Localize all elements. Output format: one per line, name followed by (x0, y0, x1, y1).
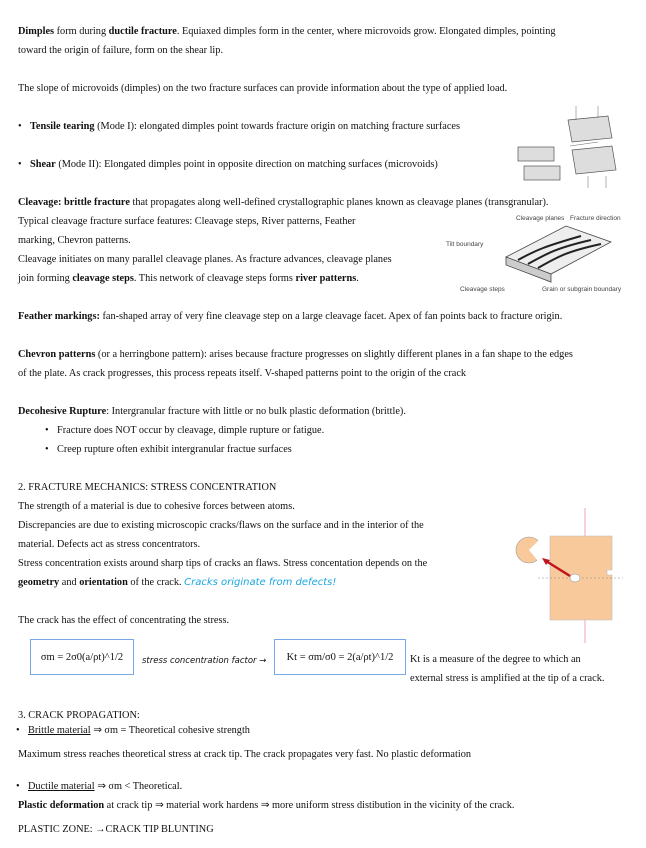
chevron-line2: of the plate. As crack progresses, this process repeats itself. V-shaped patterns point to the origin of the crack (18, 368, 467, 379)
formula-text: σm = 2σ0(a/ρt)^1/2 (40, 651, 124, 663)
term-orientation: orientation (79, 577, 128, 588)
text: join forming (18, 273, 73, 284)
term-feather: Feather markings: (18, 311, 100, 322)
section2-line6: The crack has the effect of concentrating the stress. (18, 615, 230, 626)
term-decohesive: Decohesive Rupture (18, 406, 107, 417)
label-cleavage-planes: Cleavage planes (516, 215, 565, 222)
text: : Intergranular fracture with little or no bulk plastic deformation (brittle). (106, 406, 406, 417)
term-brittle: Brittle material (28, 725, 91, 736)
ductile-bullet (28, 780, 182, 794)
text: of the crack. (127, 577, 182, 588)
plastic-deformation-line (18, 799, 515, 813)
feather-paragraph (18, 310, 562, 324)
text: (or a herringbone pattern): arises because fracture progresses on slightly different planes in a fan shape to the edges (95, 349, 573, 360)
text: fan-shaped array of very fine cleavage step on a large cleavage facet. Apex of fan points back to fracture origin. (99, 311, 563, 322)
text: form during (54, 26, 109, 37)
cleavage-steps-figure (446, 212, 628, 294)
text: ⇒ σm < Theoretical. (94, 781, 183, 792)
section3-title: 3. CRACK PROPAGATION: (18, 710, 140, 721)
section2-line2: Discrepancies are due to existing microscopic cracks/flaws on the surface and in the interior of the (18, 520, 424, 531)
cleavage-paragraph (18, 196, 548, 210)
plastic-zone-line: PLASTIC ZONE: →CRACK TIP BLUNTING (18, 824, 214, 835)
section2-title: 2. FRACTURE MECHANICS: STRESS CONCENTRATION (18, 482, 277, 493)
dimple-modes-figure (498, 102, 633, 190)
chevron-paragraph (18, 348, 573, 362)
term-tensile: Tensile tearing (30, 121, 95, 132)
decohesive-paragraph (18, 405, 406, 419)
shear-bullet (30, 158, 438, 172)
label-tilt-boundary: Tilt boundary (446, 241, 484, 248)
cleavage-line4: Cleavage initiates on many parallel cleavage planes. As fracture advances, cleavage planes (18, 254, 392, 265)
kt-description-line1: Kt is a measure of the degree to which an (410, 654, 581, 665)
handwritten-note: Cracks originate from defects! (184, 577, 337, 588)
dimples-line2: toward the origin of failure, form on the shear lip. (18, 45, 224, 56)
dimples-paragraph (18, 25, 556, 39)
kt-description-line2: external stress is amplified at the tip of a crack. (410, 673, 605, 684)
text: and (59, 577, 80, 588)
formula-text: Kt = σm/σ0 = 2(a/ρt)^1/2 (286, 651, 394, 663)
crack-plate-figure (508, 508, 628, 643)
text: (Mode I): elongated dimples point towards fracture origin on matching fracture surfaces (94, 121, 460, 132)
slope-paragraph: The slope of microvoids (dimples) on the two fracture surfaces can provide information about the type of applied load. (18, 83, 508, 94)
cleavage-line3: marking, Chevron patterns. (18, 235, 131, 246)
label-cleavage-steps: Cleavage steps (460, 286, 505, 293)
text: ⇒ σm = Theoretical cohesive strength (90, 725, 250, 736)
term-ductile-fracture: ductile fracture (108, 26, 177, 37)
term-dimples: Dimples (18, 26, 55, 37)
text: . Equiaxed dimples form in the center, where microvoids grow. Elongated dimples, pointing (176, 26, 556, 37)
text: . This network of cleavage steps forms (133, 273, 296, 284)
section2-line4: Stress concentration exists around sharp tips of cracks an flaws. Stress concentation depends on the (18, 558, 428, 569)
cleavage-line5 (18, 272, 359, 286)
term-cleavage: Cleavage: brittle fracture (18, 197, 130, 208)
term-chevron: Chevron patterns (18, 349, 96, 360)
section2-line3: material. Defects act as stress concentrators. (18, 539, 201, 550)
max-stress-line: Maximum stress reaches theoretical stress at crack tip. The crack propagates very fast. No plastic deformation (18, 749, 471, 760)
term-geometry: geometry (18, 577, 60, 588)
label-grain-boundary: Grain or subgrain boundary (542, 286, 622, 293)
section2-line1: The strength of a material is due to cohesive forces between atoms. (18, 501, 295, 512)
label-fracture-direction: Fracture direction (570, 215, 621, 222)
cleavage-line2: Typical cleavage fracture surface features: Cleavage steps, River patterns, Feather (18, 216, 356, 227)
section2-line5 (18, 576, 336, 590)
text: that propagates along well-defined crystallographic planes known as cleavage planes (transgranular). (129, 197, 549, 208)
text: . (356, 273, 359, 284)
term-river-patterns: river patterns (295, 273, 357, 284)
text: (Mode II): Elongated dimples point in opposite direction on matching surfaces (microvoids) (55, 159, 438, 170)
text: at crack tip ⇒ material work hardens ⇒ more uniform stress distibution in the vicinity of the crack. (104, 800, 515, 811)
formula-kt (274, 639, 406, 675)
decohesive-bullet: • Creep rupture often exhibit intergranular fractue surfaces (57, 443, 292, 457)
formula-sigma-m (30, 639, 134, 675)
decohesive-bullet: • Fracture does NOT occur by cleavage, dimple rupture or fatigue. (57, 424, 324, 438)
term-ductile: Ductile material (28, 781, 95, 792)
tensile-bullet (30, 120, 460, 134)
brittle-bullet (28, 724, 250, 738)
term-plastic-deformation: Plastic deformation (18, 800, 105, 811)
term-shear: Shear (30, 159, 56, 170)
handwritten-label: stress concentration factor → (142, 656, 267, 666)
term-cleavage-steps: cleavage steps (72, 273, 134, 284)
